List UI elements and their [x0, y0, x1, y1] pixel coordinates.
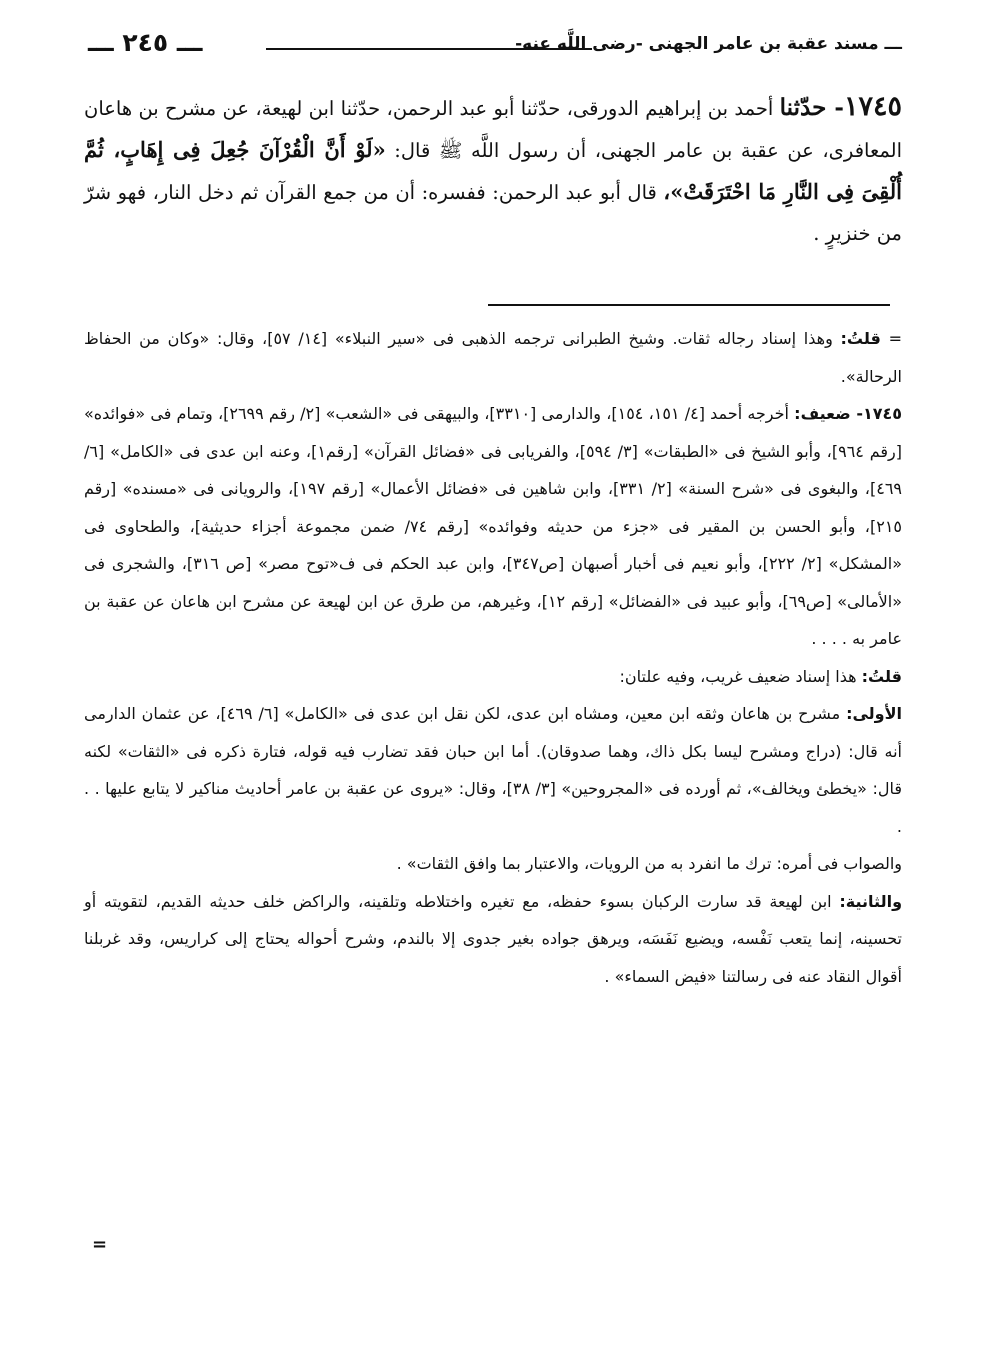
continuation-mark: =: [888, 329, 902, 348]
first-defect-paragraph: [84, 695, 902, 845]
verdict-text: والصواب فى أمره: ترك ما انفرد به من الرويات، والاعتبار بما وافق الثقات» .: [396, 854, 902, 873]
hadith-number: ١٧٤٥: [843, 91, 902, 122]
verdict-paragraph: [84, 845, 902, 883]
continuation-end-mark: =: [92, 1234, 108, 1255]
hadith-line4: ففسره: أن من جمع القرآن ثم دخل النار، فهو شرّ من خنزيرٍ .: [84, 181, 902, 245]
hadith-line2: لهيعة، عن مشرح بن هاعان المعافرى، عن عقبة بن عامر الجهنى، أن رسول اللَّه ﷺ قال:: [84, 97, 902, 162]
running-header: [88, 28, 902, 68]
first-defect-label: الأولى:: [846, 704, 902, 723]
second-defect-paragraph: [84, 883, 902, 996]
hadith-line3: قال أبو عبد الرحمن:: [492, 181, 657, 204]
first-defect-text: مشرح بن هاعان وثقه ابن معين، ومشاه ابن عدى، لكن نقل ابن عدى فى «الكامل» [٦/ ٤٦٩]، عن عثمان الدارمى أنه قال: (دراج ومشرح ليسا بكل ذاك، وهما صدوقان). أما ابن حبان فقد تضارب فيه قوله، فتارة ذكره فى «الثقات» لكنه قال: «يخطئ ويخالف»، ثم أورده فى «المجروحين» [٣/ ٣٨]، وقال: «يروى عن عقبة بن عامر أحاديث مناكير لا يتابع عليها . . .: [84, 704, 902, 836]
header-title: ـــ مسند عقبة بن عامر الجهنى -رضى اللَّه عنه-: [515, 34, 902, 54]
comment-text: هذا إسناد ضعيف غريب، وفيه علتان:: [619, 666, 857, 686]
page-number: ـــ ٢٤٥ ـــ: [88, 28, 203, 57]
footnotes: [84, 320, 902, 995]
hadith-line1: أحمد بن إبراهيم الدورقى، حدّثنا أبو عبد الرحمن، حدّثنا ابن: [308, 97, 774, 120]
grading-label: ١٧٤٥- ضعيف:: [794, 404, 903, 423]
footnote-separator: [488, 304, 890, 306]
hadith-quote: «لَوْ أَنَّ الْقُرْآنَ جُعِلَ فِى إِهَابٍ، ثُمَّ أُلْقِىَ فِى النَّارِ مَا احْتَرَقَتْ»،: [84, 137, 902, 204]
note-label: قلتُ:: [840, 329, 881, 348]
note-continuation: [84, 320, 902, 395]
note-text: وهذا إسناد رجاله ثقات. وشيخ الطبرانى ترجمه الذهبى فى «سير النبلاء» [١٤/ ٥٧]، وقال: «وكان من الحفاظ الرحالة».: [84, 329, 902, 386]
hadith-lead: - حدّثنا: [779, 94, 844, 121]
second-defect-label: والثانية:: [839, 891, 903, 911]
takhrij-paragraph: [84, 395, 902, 658]
takhrij-text: أخرجه أحمد [٤/ ١٥١، ١٥٤]، والدارمى [٣٣١٠]، والبيهقى فى «الشعب» [٢/ رقم ٢٦٩٩]، وتمام فى «فوائده» [رقم ٩٦٤]، وأبو الشيخ فى «الطبقات» [٣/ ٥٩٤]، والفريابى فى «فضائل القرآن» [رقم١]، وعنه ابن عدى فى «الكامل» [٦/ ٤٦٩]، والبغوى فى «شرح السنة» [٢/ ٣٣١]، وابن شاهين فى «فضائل الأعمال» [رقم ١٩٧]، والرويانى فى «مسنده» [رقم ٢١٥]، وأبو الحسن بن المقير فى «جزء من حديثه وفوائده» [رقم ٧٤/ ضمن مجموعة أجزاء حديثية]، والطحاوى فى «المشكل» [٢/ ٢٢٢]، وأبو نعيم فى أخبار أصبهان [ص٣٤٧]، وابن عبد الحكم فى ف«توح مصر» [ص ٣١٦]، والشجرى فى «الأمالى» [ص٦٩]، وأبو عبيد فى «الفضائل» [رقم ١٢]، وغيرهم، من طرق عن ابن لهيعة عن مشرح ابن هاعان عن عقبة بن عامر به . . . .: [84, 404, 903, 648]
hadith-text: [84, 86, 902, 254]
hadith-paragraph: [84, 86, 902, 254]
comment-paragraph: [84, 658, 902, 696]
note-label: قلتُ:: [861, 666, 902, 686]
header-rule: [266, 48, 592, 50]
second-defect-text: ابن لهيعة قد سارت الركبان بسوء حفظه، مع تغيره واختلاطه وتلقينه، والراكض خلف حديثه القديم، لتقويته أو تحسينه، إنما يتعب نَفْسه، ويضيع نَفَسَه، ويرهق جواده بغير جدوى إلا بالندم، وشرح أحواله يحتاج إلى كراريس، وقد غربلنا أقوال النقاد عنه فى رسالتنا «فيض السماء» .: [84, 891, 902, 986]
